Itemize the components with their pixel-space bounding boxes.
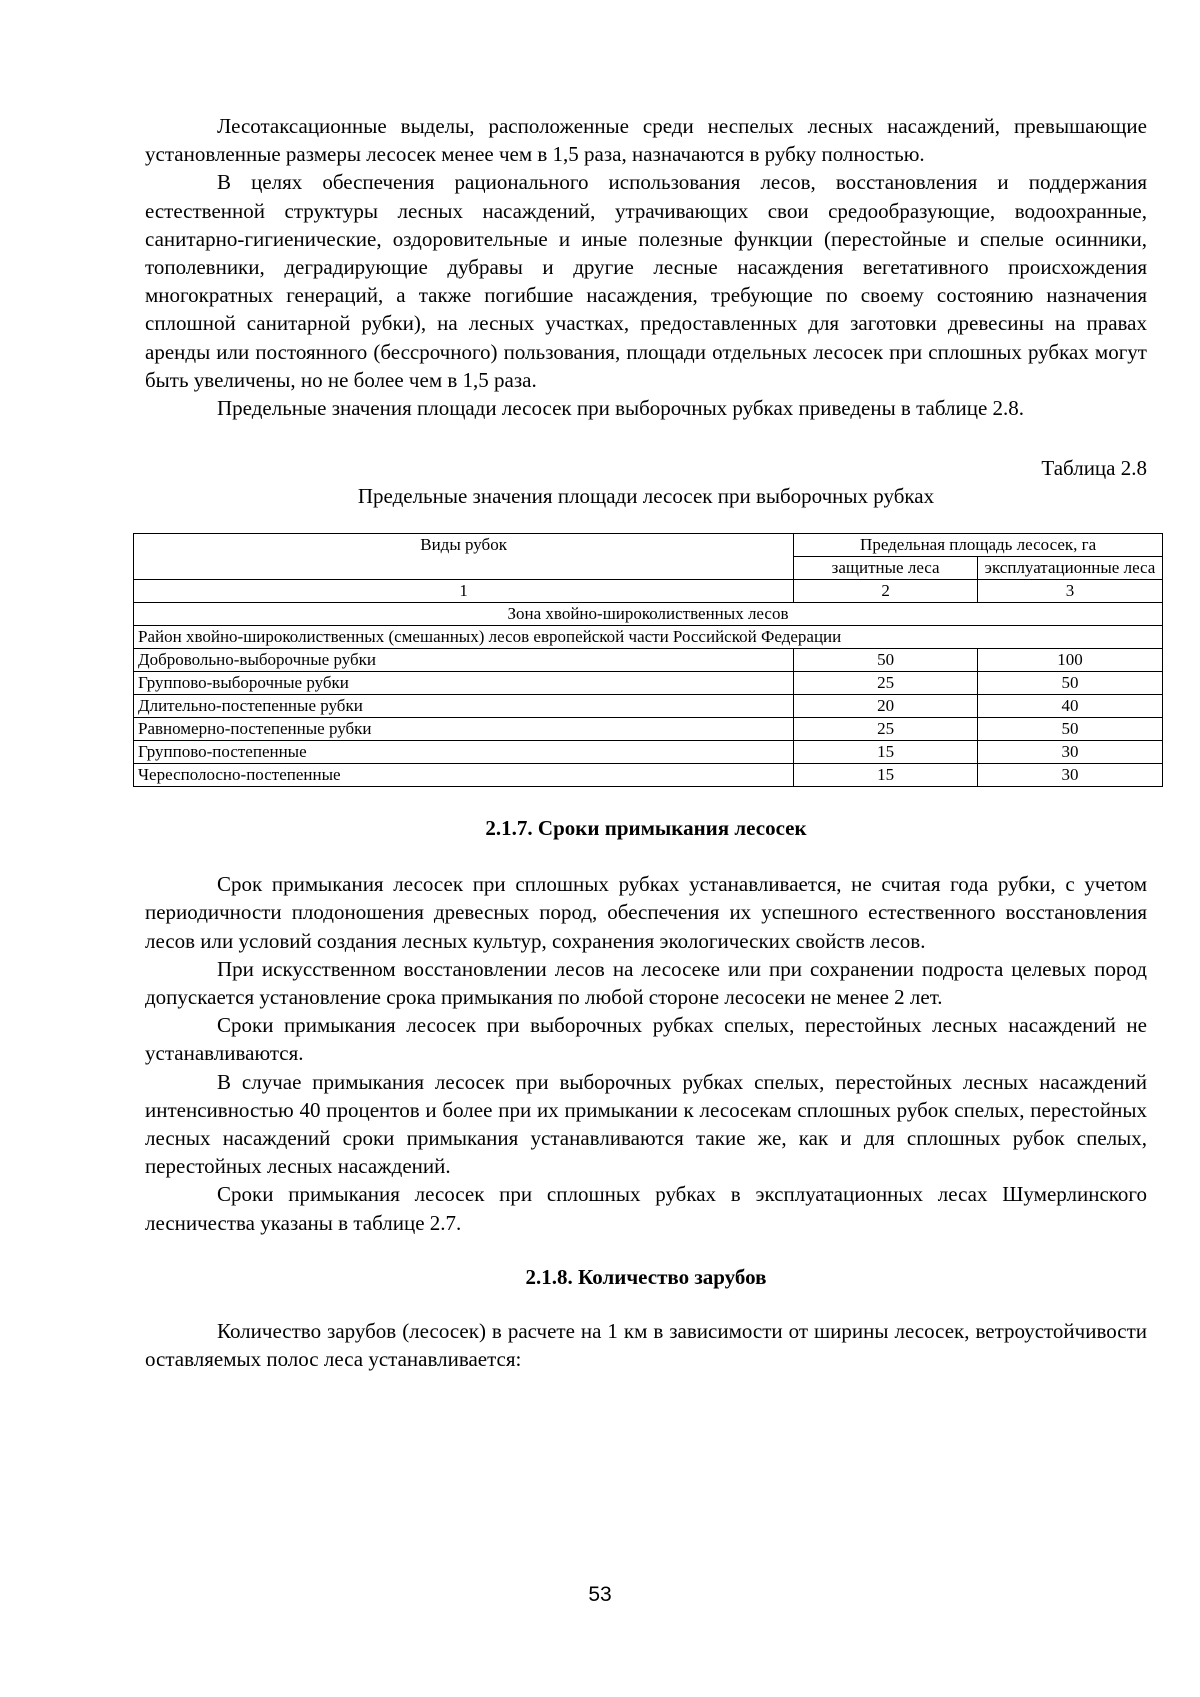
header-cutting-types: Виды рубок [134,534,794,580]
exploitation-value: 100 [978,649,1163,672]
table-caption-title: Предельные значения площади лесосек при выборочных рубках [357,484,935,509]
paragraph: Предельные значения площади лесосек при выборочных рубках приведены в таблице 2.8. [217,396,1025,421]
paragraph: В целях обеспечения рационального использования лесов, восстановления и поддержания естественной структуры лесных насаждений, утрачивающих свои средообразующие, водоохранные, санитарно-гигиенические, оздоровительные и иные полезные функции (перестойные и спелые осинники, тополевники, деградирующие дубравы и другие лесные насаждения вегетативного происхождения многократных генераций, а также погибшие насаждения, требующие по своему состоянию назначения сплошной санитарной рубки), на лесных участках, предоставленных для заготовки древесины на правах аренды или постоянного (бессрочного) пользования, площади отдельных лесосек при сплошных рубках могут быть увеличены, но не более чем в 1,5 раза. [145,170,1147,392]
region-label: Район хвойно-широколиственных (смешанных) лесов европейской части Российской Федерации [134,626,1163,649]
table-row [134,718,1163,741]
paragraph: Количество зарубов (лесосек) в расчете на 1 км в зависимости от ширины лесосек, ветроустойчивости оставляемых полос леса устанавливается: [145,1318,1147,1372]
table-row [134,741,1163,764]
exploitation-value: 30 [978,741,1163,764]
paragraph: Сроки примыкания лесосек при сплошных рубках в эксплуатационных лесах Шумерлинского лесничества указаны в таблице 2.7. [145,1182,1147,1235]
protective-value: 25 [794,672,978,695]
protective-value: 20 [794,695,978,718]
table-row [134,672,1163,695]
page-number: 53 [588,1583,612,1606]
zone-label: Зона хвойно-широколиственных лесов [134,603,1163,626]
table-row [134,695,1163,718]
document-page [138,112,1156,1373]
paragraph: Сроки примыкания лесосек при выборочных рубках спелых, перестойных лесных насаждений не устанавливаются. [145,1013,1147,1066]
protective-value: 50 [794,649,978,672]
cutting-type: Группово-выборочные рубки [134,672,794,695]
cutting-area-table [133,533,1163,787]
cutting-type: Добровольно-выборочные рубки [134,649,794,672]
header-protective-forests: защитные леса [794,557,978,580]
column-number: 3 [978,580,1163,603]
exploitation-value: 50 [978,672,1163,695]
table-zone-row [134,603,1163,626]
table-caption-number: Таблица 2.8 [1041,456,1147,481]
exploitation-value: 30 [978,764,1163,787]
header-max-area: Предельная площадь лесосек, га [794,534,1163,557]
protective-value: 15 [794,764,978,787]
paragraph: Срок примыкания лесосек при сплошных рубках устанавливается, не считая года рубки, с учетом периодичности плодоношения древесных пород, обеспечения их успешного естественного восстановления лесов или условий создания лесных культур, сохранения экологических свойств лесов. [145,872,1147,953]
exploitation-value: 50 [978,718,1163,741]
cutting-type: Равномерно-постепенные рубки [134,718,794,741]
column-number: 2 [794,580,978,603]
paragraph: В случае примыкания лесосек при выборочных рубках спелых, перестойных лесных насаждений интенсивностью 40 процентов и более при их примыкании к лесосекам сплошных рубок спелых, перестойных лесных насаждений сроки примыкания устанавливаются такие же, как и для сплошных рубок спелых, перестойных лесных насаждений. [145,1069,1147,1179]
table-numbering-row [134,580,1163,603]
section-heading-2-1-7: 2.1.7. Сроки примыкания лесосек [485,816,807,841]
cutting-type: Длительно-постепенные рубки [134,695,794,718]
cutting-type: Группово-постепенные [134,741,794,764]
header-exploitation-forests: эксплуатационные леса [978,557,1163,580]
table-row [134,764,1163,787]
table-row [134,649,1163,672]
section-heading-2-1-8: 2.1.8. Количество зарубов [525,1264,767,1289]
cutting-type: Чересполосно-постепенные [134,764,794,787]
paragraph: Лесотаксационные выделы, расположенные среди неспелых лесных насаждений, превышающие установленные размеры лесосек менее чем в 1,5 раза, назначаются в рубку полностью. [145,114,1147,167]
paragraph: При искусственном восстановлении лесов на лесосеке или при сохранении подроста целевых пород допускается установление срока примыкания по любой стороне лесосеки не менее 2 лет. [145,956,1147,1010]
table-header-row [134,534,1163,557]
exploitation-value: 40 [978,695,1163,718]
protective-value: 25 [794,718,978,741]
protective-value: 15 [794,741,978,764]
table-region-row [134,626,1163,649]
column-number: 1 [134,580,794,603]
